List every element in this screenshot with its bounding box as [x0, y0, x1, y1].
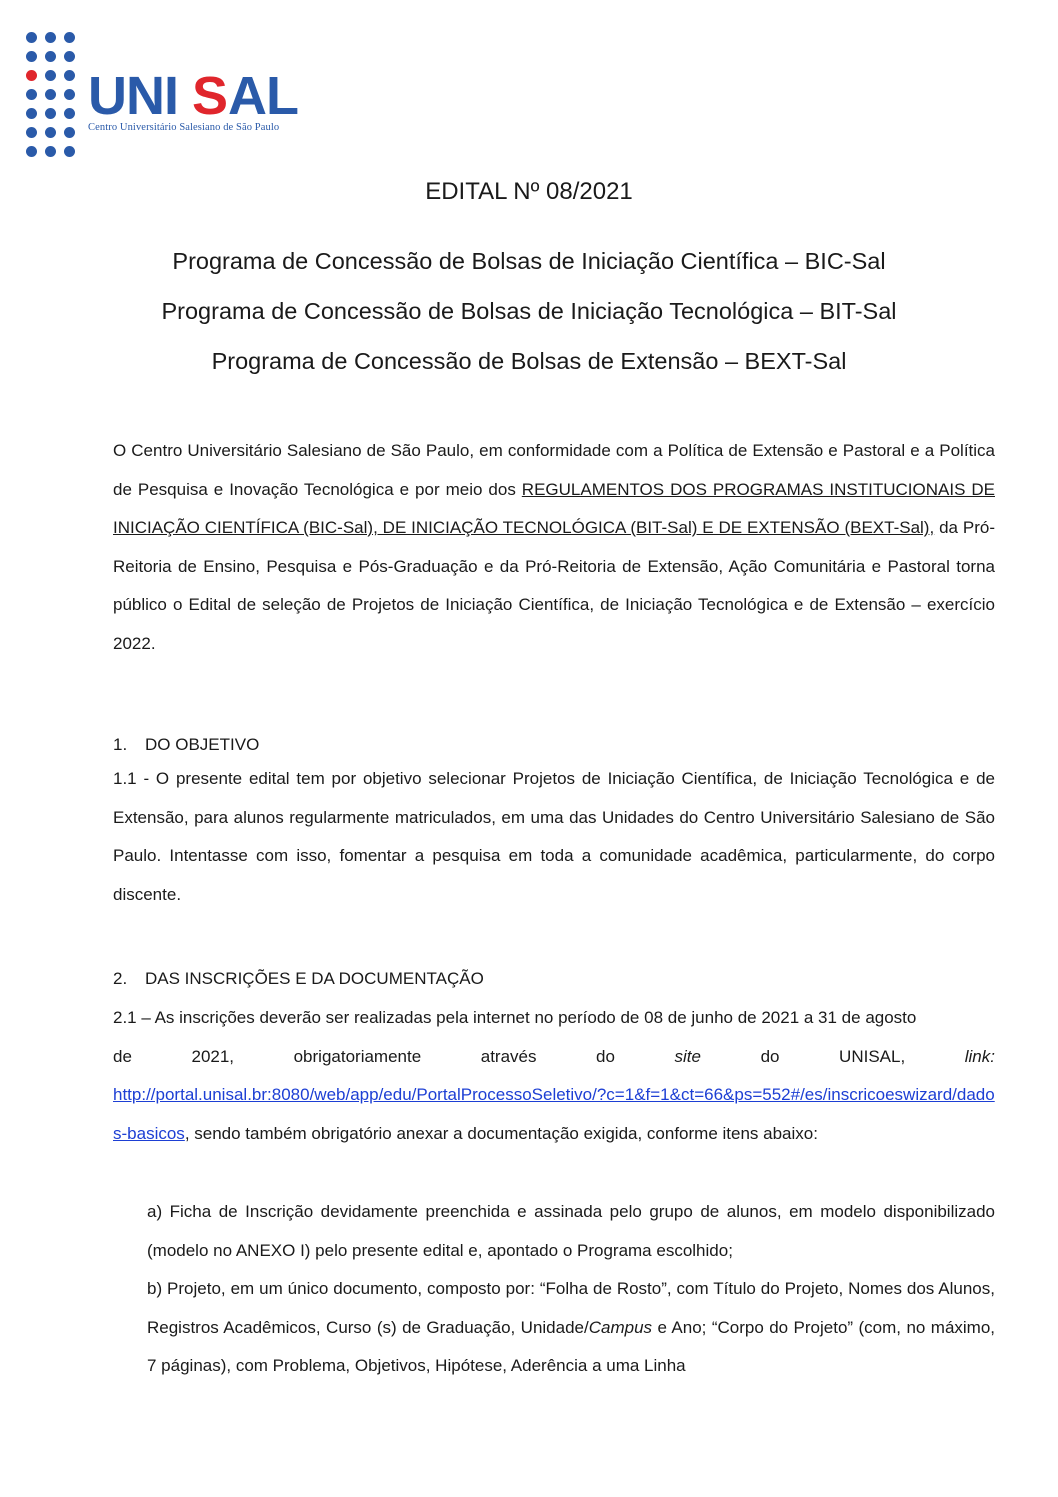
word: obrigatoriamente — [293, 1046, 422, 1066]
logo-dot — [64, 127, 75, 138]
logo-dot — [26, 146, 37, 157]
logo-dot — [26, 89, 37, 100]
word: do — [596, 1046, 615, 1066]
edital-title: EDITAL Nº 08/2021 — [425, 178, 633, 205]
section-2-number: 2. — [113, 969, 128, 988]
word: de — [113, 1046, 132, 1066]
intro-text-1: O Centro Universitário Salesiano de São Paulo, em conformidade com a Política de Extensão e Pastoral e a Política de Pesquisa e Inovação Tecnológica e por meio dos — [113, 441, 995, 499]
item-a-text: Ficha de Inscrição devidamente preenchida e assinada pelo grupo de alunos, em modelo disponibilizado (modelo no ANEXO I) pelo presente edital e, apontado o Programa escolhido; — [147, 1202, 995, 1260]
section-2-paragraph — [113, 999, 995, 1153]
item-b-text-2: e Ano; “Corpo do Projeto” (com, no máximo, 7 páginas), com Problema, Objetivos, Hipótese, Aderência a uma Linha — [147, 1317, 996, 1375]
brand-tagline: Centro Universitário Salesiano de São Paulo — [88, 122, 280, 133]
section-1-paragraph: 1.1 - O presente edital tem por objetivo selecionar Projetos de Iniciação Científica, de Iniciação Tecnológica e de Extensão, para alunos regularmente matriculados, em uma das Unidades do Centro Universitário Salesiano de São Paulo. Intentasse com isso, fomentar a pesquisa em toda a comunidade acadêmica, particularmente, do corpo discente. — [113, 769, 995, 904]
inscription-text: 2.1 – As inscrições deverão ser realizadas pela internet — [113, 1008, 535, 1027]
section-2-link-block — [113, 1076, 995, 1153]
section-1-number: 1. — [113, 735, 128, 754]
word: UNISAL, — [839, 1046, 906, 1066]
logo-dot — [26, 108, 37, 119]
item-b — [147, 1270, 995, 1386]
section-1-heading — [113, 735, 259, 755]
word: 2021, — [191, 1046, 235, 1066]
logo-dot — [64, 32, 75, 43]
intro-text-2: da Pró-Reitoria de Ensino, Pesquisa e Pós-Graduação e da Pró-Reitoria de Extensão, Ação Comunitária e Pastoral torna público o Edital de seleção de Projetos de Iniciação Científica, de Iniciação Tecnológica e de Extensão – exercício 2022. — [113, 518, 995, 653]
logo-dot — [64, 89, 75, 100]
logo-dot — [45, 51, 56, 62]
item-b-text-1: Projeto, em um único documento, composto por: “Folha de Rosto”, com Título do Projeto, Nomes dos Alunos, Registros Acadêmicos, Curso (s) de Graduação, Unidade/ — [147, 1279, 995, 1337]
after-link-text: , sendo também obrigatório anexar a documentação exigida, conforme itens abaixo: — [184, 1123, 818, 1143]
item-a-label: a) — [147, 1202, 163, 1221]
unisal-logo — [26, 32, 296, 154]
intro-paragraph — [113, 432, 995, 663]
section-2-title: DAS INSCRIÇÕES E DA DOCUMENTAÇÃO — [145, 969, 484, 988]
logo-dot — [26, 127, 37, 138]
svg-text:UNI: UNI — [88, 66, 178, 126]
logo-dot-red — [26, 70, 37, 81]
logo-dot — [26, 51, 37, 62]
svg-text:S: S — [192, 66, 229, 126]
word: do — [760, 1046, 780, 1066]
logo-dot — [64, 108, 75, 119]
logo-dot — [26, 32, 37, 43]
program-title-bit: Programa de Concessão de Bolsas de Iniciação Tecnológica – BIT-Sal — [161, 298, 897, 324]
item-b-label: b) — [147, 1279, 163, 1298]
word-link: link: — [964, 1046, 995, 1066]
logo-dot — [45, 108, 56, 119]
logo-dot — [64, 146, 75, 157]
word: através — [480, 1046, 537, 1066]
program-title-bext: Programa de Concessão de Bolsas de Extensão – BEXT-Sal — [211, 348, 847, 374]
logo-dot — [45, 89, 56, 100]
portal-inscription-link[interactable]: http://portal.unisal.br:8080/web/app/edu/PortalProcessoSeletivo/?c=1&f=1&ct=66&ps=552#/es/inscricoeswizard/dados-basicos — [113, 1085, 995, 1143]
section-2-line-1 — [113, 999, 995, 1038]
section-1-title: DO OBJETIVO — [145, 735, 260, 754]
item-b-campus: Campus — [588, 1317, 653, 1337]
section-2-line-2 — [113, 1038, 995, 1077]
inscription-period: no período de 08 de junho de 2021 a 31 de agosto — [534, 1008, 917, 1027]
logo-dot — [64, 70, 75, 81]
item-a — [147, 1193, 995, 1270]
program-title-bic: Programa de Concessão de Bolsas de Iniciação Científica – BIC-Sal — [172, 248, 886, 274]
logo-dot — [45, 32, 56, 43]
logo-dot — [45, 70, 56, 81]
logo-dot — [45, 127, 56, 138]
word-site: site — [674, 1046, 701, 1066]
logo-dot — [64, 51, 75, 62]
regulations-reference: REGULAMENTOS DOS PROGRAMAS INSTITUCIONAIS DE INICIAÇÃO CIENTÍFICA (BIC-Sal), DE INICIAÇÃO TECNOLÓGICA (BIT-Sal) E DE EXTENSÃO (BEXT-Sal), — [113, 479, 995, 537]
svg-text:AL: AL — [228, 66, 298, 126]
brand-wordmark — [88, 66, 298, 146]
section-2-heading — [113, 969, 484, 989]
logo-dot — [45, 146, 56, 157]
